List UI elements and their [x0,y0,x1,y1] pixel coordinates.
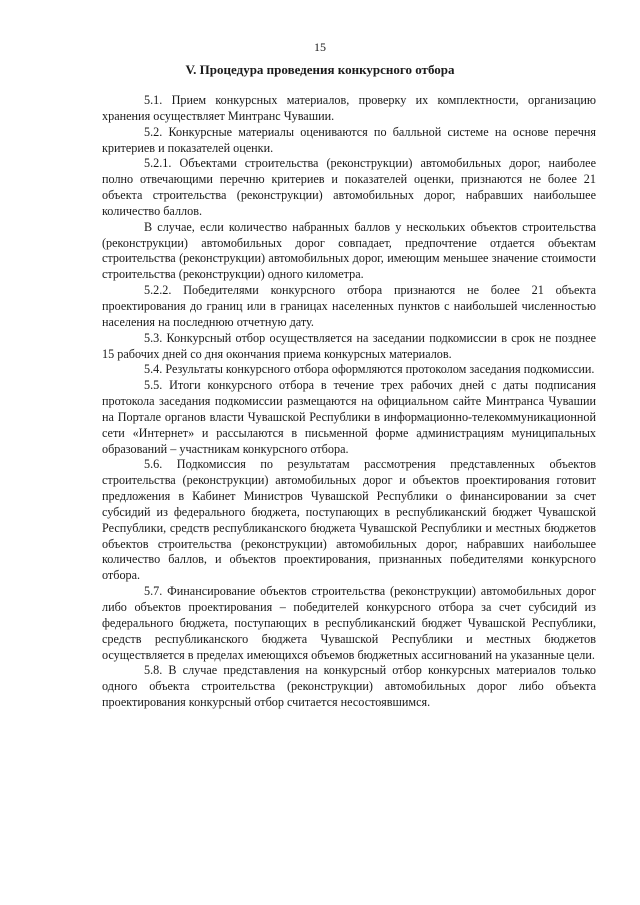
paragraph-5-2: 5.2. Конкурсные материалы оцениваются по балльной системе на основе перечня критериев и показателей оценки. [102,124,596,155]
paragraph-5-3: 5.3. Конкурсный отбор осуществляется на заседании подкомиссии в срок не позднее 15 рабочих дней со дня окончания приема конкурсных материалов. [102,330,596,361]
paragraph-5-7: 5.7. Финансирование объектов строительства (реконструкции) автомобильных дорог либо объектов проектирования – победителей конкурсного отбора за счет субсидий из федерального бюджета, поступающих в республиканский бюджет Чувашской Республики, средств республиканского бюджета Чувашской Республики и местных бюджетов осуществляется в пределах имеющихся объемов бюджетных ассигнований на указанные цели. [102,584,596,662]
paragraph-5-4: 5.4. Результаты конкурсного отбора оформляются протоколом заседания подкомиссии. [144,362,595,377]
document-body [102,93,596,711]
paragraph-5-1: 5.1. Прием конкурсных материалов, проверку их комплектности, организацию хранения осуществляет Минтранс Чувашии. [102,93,596,123]
paragraph-5-5: 5.5. Итоги конкурсного отбора в течение трех рабочих дней с даты подписания протокола заседания подкомиссии размещаются на официальном сайте Минтранса Чувашии на Портале органов власти Чувашской Республики в информационно-телекоммуникационной сети «Интернет» и рассылаются в письменной форме администрациям муниципальных образований – участникам конкурсного отбора. [102,378,596,456]
paragraph-5-2-2: 5.2.2. Победителями конкурсного отбора признаются не более 21 объекта проектирования до границ или в границах населенных пунктов с наибольшей численностью населения на последнюю отчетную дату. [102,283,596,329]
paragraph-5-6: 5.6. Подкомиссия по результатам рассмотрения представленных объектов строительства (реконструкции) автомобильных дорог и объектов проектирования готовит предложения в Кабинет Министров Чувашской Республики о финансировании за счет субсидий из федерального бюджета, поступающих в республиканский бюджет Чувашской Республики, средств республиканского бюджета Чувашской Республики и местных бюджетов объектов строительства (реконструкции) автомобильных дорог, набравших наибольшее количество баллов, и объектов проектирования, признанных победителями конкурсного отбора. [102,457,596,583]
section-title: V. Процедура проведения конкурсного отбора [185,62,455,77]
paragraph-5-2-1: 5.2.1. Объектами строительства (реконструкции) автомобильных дорог, наиболее полно отвечающими перечню критериев и показателей оценки, признаются не более 21 объекта строительства (реконструкции) автомобильных дорог, набравших наибольшее количество баллов. [102,156,596,218]
page-number: 15 [314,40,326,54]
paragraph-5-2-1-tie: В случае, если количество набранных баллов у нескольких объектов строительства (реконструкции) автомобильных дорог совпадает, предпочтение отдается объектам строительства (реконструкции) автомобильных дорог, имеющим меньшее значение стоимости строительства (реконструкции) одного километра. [102,219,596,282]
paragraph-5-8: 5.8. В случае представления на конкурсный отбор конкурсных материалов только одного объекта строительства (реконструкции) автомобильных дорог либо объекта проектирования конкурсный отбор считается несостоявшимся. [102,663,596,710]
